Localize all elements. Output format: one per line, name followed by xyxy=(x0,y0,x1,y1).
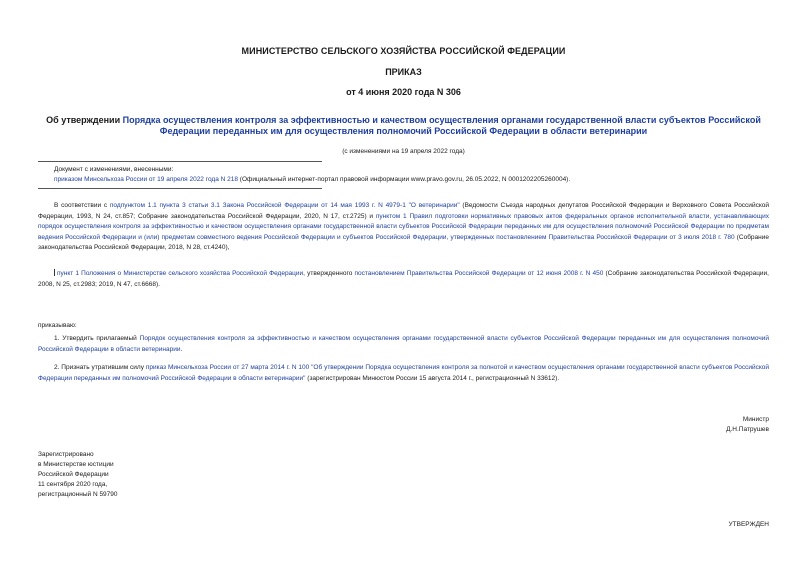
preamble-link-law[interactable]: подпунктом 1.1 пункта 3 статьи 3.1 Закона Российской Федерации от 14 мая 1993 г. N 4979-1 "О ветеринарии" xyxy=(109,202,460,209)
item-1 xyxy=(38,334,769,355)
document-title xyxy=(38,115,769,137)
preamble-text-4: (Собрание законодательства Российской Федерации, 2018, N 28, ст.4240), xyxy=(38,233,770,252)
registration-line-2: в Министерстве юстиции xyxy=(38,461,114,468)
divider-top xyxy=(38,161,322,162)
preamble-paragraph xyxy=(38,201,769,254)
signature-name: Д.Н.Патрушев xyxy=(726,426,769,433)
signature-position: Министр xyxy=(742,416,769,423)
second-link-resolution[interactable]: постановлением Правительства Российской Федерации от 12 июня 2008 г. N 450 xyxy=(354,270,604,277)
edition-note: (с изменениями на 19 апреля 2022 года) xyxy=(342,148,465,155)
registration-line-4: 11 сентября 2020 года, xyxy=(38,481,108,488)
registration-line-1: Зарегистрировано xyxy=(38,451,94,458)
second-text-1: , утвержденного xyxy=(303,270,355,277)
item-2-link[interactable]: приказ Минсельхоза России от 27 марта 2014 г. N 100 "Об утверждении Порядка осуществления контроля за полнотой и качеством осуществления органами государственной власти субъектов Российской Федерации переданных им полномочий Российской Федерации в области ветеринарии" xyxy=(38,364,769,382)
registration-line-3: Российской Федерации xyxy=(38,471,109,478)
item-1-link[interactable]: Порядок осуществления контроля за эффективностью и качеством осуществления органами государственной власти субъектов Российской Федерации переданных им для осуществления полномочий Российской Федерации в области ветеринарии xyxy=(38,335,769,353)
order-word: приказываю: xyxy=(38,322,77,329)
paragraph-marker xyxy=(54,269,55,276)
ministry-heading: МИНИСТЕРСТВО СЕЛЬСКОГО ХОЗЯЙСТВА РОССИЙСКОЙ ФЕДЕРАЦИИ xyxy=(241,46,566,56)
divider-bottom xyxy=(38,188,322,189)
amendment-source: (Официальный интернет-портал правовой информации www.pravo.gov.ru, 26.05.2022, N 0001202205260004). xyxy=(238,176,571,183)
title-prefix: Об утверждении xyxy=(46,115,123,125)
preamble-text-3: и xyxy=(366,212,376,220)
preamble-text-2: (Ведомости Съезда народных депутатов Российской Федерации и Верховного Совета Российской Федерации, 1993, N 24, ст.857; Собрание законодательства Российской Федерации, 2020, N 17, ст.2725) xyxy=(38,202,769,220)
second-link-regulation[interactable]: пункт 1 Положения о Министерстве сельского хозяйства Российской Федерации xyxy=(57,270,304,277)
registration-line-5: регистрационный N 59790 xyxy=(38,491,118,498)
second-paragraph xyxy=(38,268,769,290)
second-text-2: (Собрание законодательства Российской Федерации, 2008, N 25, ст.2983; 2019, N 47, ст.6668). xyxy=(38,270,769,288)
preamble-link-rules[interactable]: пунктом 1 Правил подготовки нормативных правовых актов федеральных органов исполнительной власти, устанавливающих порядок осуществления контроля за эффективностью и качеством осуществления органами государственной власти субъектов Российской Федерации переданных им для осуществления полномочий Российской Федерации по предметам ведения Российской Федерации и (или) предметам совместного ведения Российской Федерации и субъектов Российской Федерации, утвержденных постановлением Правительства Российской Федерации от 3 июля 2018 г. 780 xyxy=(38,212,769,241)
amendment-label: Документ с изменениями, внесенными: xyxy=(54,166,174,173)
date-number-heading: от 4 июня 2020 года N 306 xyxy=(346,87,461,97)
amendment-line xyxy=(54,175,769,184)
item-1-end: . xyxy=(180,345,183,353)
approved-label: УТВЕРЖДЕН xyxy=(728,521,769,528)
preamble-text-1: В соответствии с xyxy=(54,202,110,209)
item-2 xyxy=(38,363,769,384)
amendment-link[interactable]: приказом Минсельхоза России от 19 апреля 2022 года N 218 xyxy=(54,176,238,183)
item-1-text: 1. Утвердить прилагаемый xyxy=(54,335,140,342)
item-2-rest: (зарегистрирован Минюстом России 15 августа 2014 г., регистрационный N 33612). xyxy=(305,374,560,382)
title-link[interactable]: Порядка осуществления контроля за эффективностью и качеством осуществления органами государственной власти субъектов Российской Федерации переданных им для осуществления полномочий Российской Федерации в области ветеринарии xyxy=(122,115,761,136)
doc-type-heading: ПРИКАЗ xyxy=(385,67,422,77)
item-2-text: 2. Признать утратившим силу xyxy=(54,364,146,371)
